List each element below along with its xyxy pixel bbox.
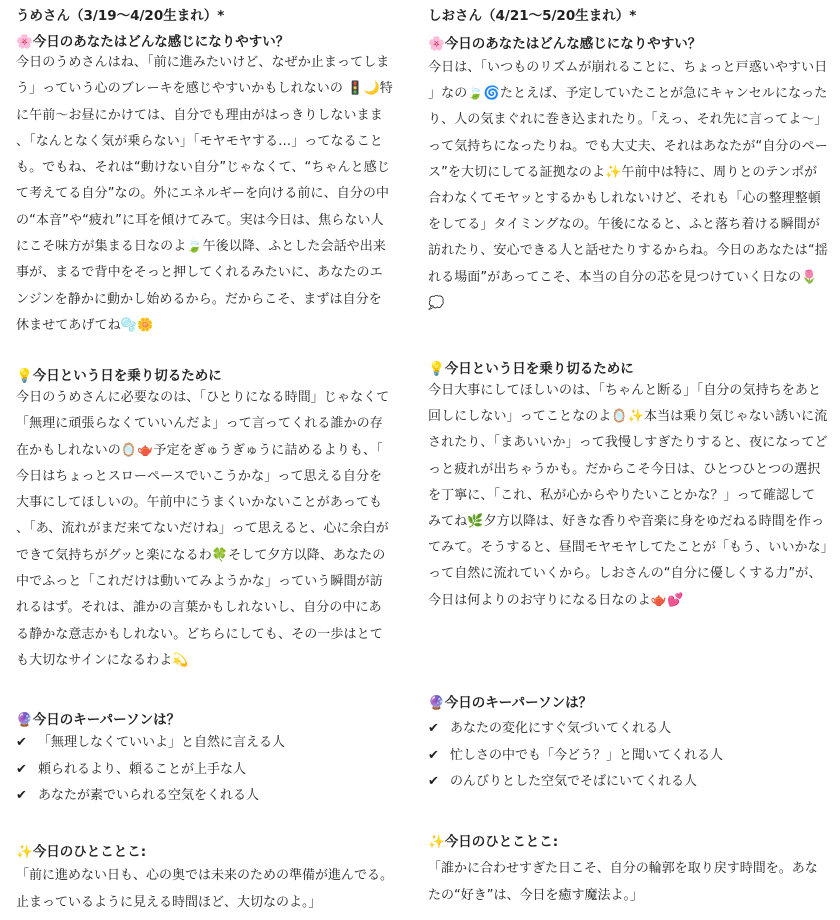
tips-paragraph: 今日大事にしてほしいのは、「ちゃんと断る」「自分の気持ちをあと回しにしない」ってことなのよ🪞✨本当は乗り気じゃない誘いに流されたり、「まあいいか」って我慢しすぎたりすると、夜になってどっと疲れが出ちゃうかも。だからこそ今日は、ひとつひとつの選択を丁寧に、「これ、私が心からやりたいことかな？」って確認してみてね🌿夕方以降は、好きな香りや音楽に身をゆだねる時間を作ってみて。そうすると、昼間モヤモヤしてたことが「もう、いいかな」って自然に流れていくから。しおさんの“自分に優しくする力”が、今日は何よりのお守りになる日なのよ🫖💕 (428, 383, 828, 608)
sign-title: しおさん（4/21〜5/20生まれ）* (428, 8, 637, 24)
check-icon: ✔ (428, 721, 439, 736)
check-icon: ✔ (428, 774, 439, 790)
mood-paragraph: 今日のうめさんはね、「前に進みたいけど、なぜか止まってしまう」っていう心のブレーキを感じやすいかもしれないの 🚦🌙特に午前〜お昼にかけては、自分でも理由がはっきりしないまま、「なんとなく気が乗らない」「モヤモヤする…」ってなることも。でもね、それは“動けない自分”じゃなくて、“ちゃんと感じて考えてる自分”なの。外にエネルギーを向ける前に、自分の中の“本音”や“疲れ”に耳を傾けてみて。実は今日は、焦らない人にこそ味方が集まる日なのよ🍃午後以降、ふとした会話や出来事が、まるで背中をそっと押してくれるみたいに、あなたのエンジンを静かに動かし始めるから。だからこそ、まずは自分を休ませてあげてね🫧🌼 (16, 55, 393, 333)
tips-paragraph: 今日のうめさんに必要なのは、「ひとりになる時間」じゃなくて「無理に頑張らなくていいんだよ」って言ってくれる誰かの存在かもしれないの🪞🫖予定をぎゅうぎゅうに詰めるよりも、「今日はちょっとスローペースでいこうかな」って思える自分を大事にしてほしいの。午前中にうまくいかないことがあっても、「あ、流れがまだ来てないだけね」って思えると、心に余白ができて気持ちがグッと楽になるわ🍀そして夕方以降、あなたの中でふっと「これだけは動いてみようかな」っていう瞬間が訪れるはず。それは、誰かの言葉かもしれないし、自分の中にある静かな意志かもしれない。どちらにしても、その一歩はとても大切なサインになるわよ💫 (16, 390, 390, 668)
list-item: ✔ あなたが素でいられる空気をくれる人 (16, 783, 285, 810)
keyperson-list (428, 716, 723, 796)
tips-heading: 💡今日という日を乗り切るために (16, 368, 222, 384)
check-icon: ✔ (428, 747, 439, 763)
list-item: ✔ のんびりとした空気でそばにいてくれる人 (428, 769, 723, 796)
mood-heading: 🌸今日のあなたはどんな感じになりやすい？ (428, 36, 702, 52)
check-icon: ✔ (16, 788, 27, 804)
mood-heading: 🌸今日のあなたはどんな感じになりやすい？ (16, 34, 290, 50)
sign-title: うめさん（3/19〜4/20生まれ）* (16, 8, 225, 24)
word-quote: 「誰かに合わせすぎた日こそ、自分の輪郭を取り戻す時間を。あなたの“好き”は、今日を癒す魔法よ。」 (428, 861, 818, 903)
keyperson-heading: 🔮今日のキーパーソンは？ (428, 695, 593, 711)
mood-paragraph: 今日は、「いつものリズムが崩れることに、ちょっと戸惑いやすい日」なの🍃🌀たとえば、予定していたことが急にキャンセルになったり、人の気まぐれに巻き込まれたり。「えっ、それ先に言ってよ〜」って気持ちになったりね。でも大丈夫、それはあなたが“自分のペース”を大切にしてる証拠なのよ✨午前中は特に、周りとのテンポが合わなくてモヤッとするかもしれないけど、それも「心の整理整頓をしてる」タイミングなの。午後になると、ふと落ち着ける瞬間が訪れたり、安心できる人と話せたりするからね。今日のあなたは“揺れる場面”があってこそ、本当の自分の芯を見つけていく日なの🌷💭 (428, 60, 828, 311)
word-heading: ✨今日のひとことこ: (428, 834, 559, 850)
check-icon: ✔ (16, 761, 27, 777)
keyperson-heading: 🔮今日のキーパーソンは？ (16, 712, 181, 728)
list-item: ✔ あなたの変化にすぐ気づいてくれる人 (428, 716, 723, 743)
list-item: ✔ 頼られるより、頼ることが上手な人 (16, 757, 285, 784)
list-item: ✔ 忙しさの中でも「今どう？」と聞いてくれる人 (428, 743, 723, 770)
list-item: ✔ 「無理しなくていいよ」と自然に言える人 (16, 730, 285, 757)
word-heading: ✨今日のひとことこ: (16, 844, 147, 860)
word-quote: 「前に進めない日も、心の奥では未来のための準備が進んでる。止まっているように見える時間ほど、大切なのよ。」 (16, 868, 394, 910)
tips-heading: 💡今日という日を乗り切るために (428, 361, 634, 377)
check-icon: ✔ (16, 735, 27, 750)
keyperson-list (16, 730, 285, 810)
